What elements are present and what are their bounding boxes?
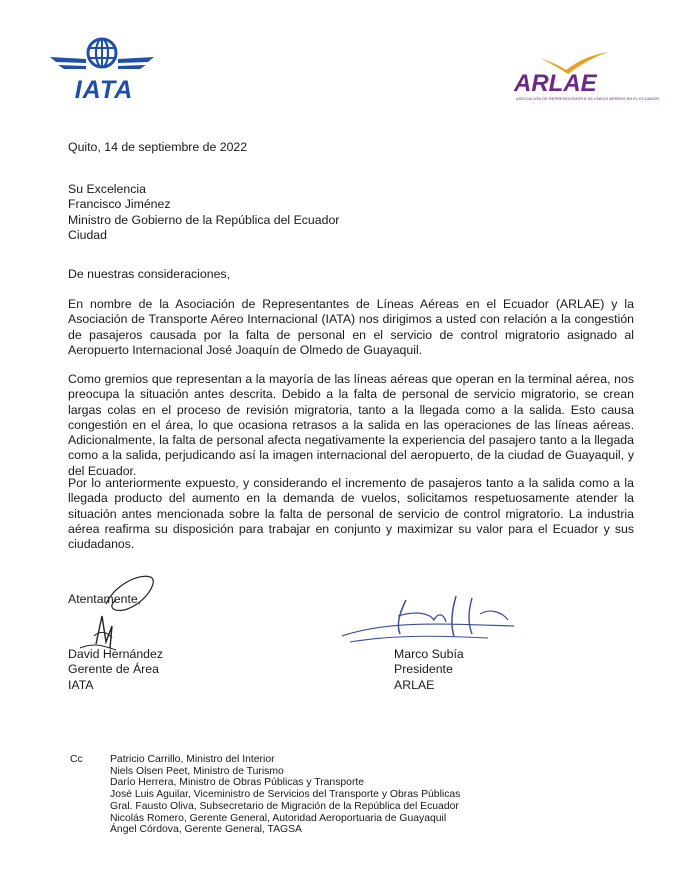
- signatory-iata: [68, 647, 163, 693]
- recipient-title: Ministro de Gobierno de la República del Ecuador: [68, 212, 340, 227]
- signatory-org: ARLAE: [394, 677, 435, 692]
- globe-wings-icon: [48, 36, 156, 78]
- cc-list: [110, 754, 460, 836]
- recipient-honorific: Su Excelencia: [68, 182, 146, 196]
- signature-subia: [338, 590, 528, 650]
- cc-entry: Patricio Carrillo, Ministro del Interior: [110, 754, 275, 765]
- signatory-name: Marco Subía: [394, 647, 464, 661]
- cc-label: Cc: [70, 754, 83, 765]
- signature-hernandez: [72, 566, 162, 656]
- salutation: De nuestras consideraciones,: [68, 267, 230, 281]
- body-paragraph-1: En nombre de la Asociación de Representantes de Líneas Aéreas en el Ecuador (ARLAE) y la Asociación de Transporte Aéreo Internacional (IATA) nos dirigimos a usted con relación a la congestión de pasajeros causada por la falta de personal en el servicio de control migratorio asignado al Aeropuerto Internacional José Joaquín de Olmedo de Guayaquil.: [68, 297, 634, 357]
- arlae-logo-subtitle: ASOCIACIÓN DE REPRESENTANTES DE LÍNEAS AÉREAS EN EL ECUADOR: [516, 96, 660, 101]
- cc-entry: José Luis Aguilar, Viceministro de Servicios del Transporte y Obras Públicas: [110, 789, 461, 801]
- body-paragraph-2: Como gremios que representan a la mayoría de las líneas aéreas que operan en la terminal aérea, nos preocupa la situación antes descrita. Debido a la falta de personal de servicio migratorio, se crean largas colas en el proceso de revisión migratoria, tanto a la llegada como a la salida. Esto causa congestión en el área, lo que ocasiona retrasos a la salida en las operaciones de las líneas aéreas. Adicionalmente, la falta de personal afecta negativamente la experiencia del pasajero tanto a la llegada como a la salida, perjudicando así la imagen internacional del aeropuerto, de la ciudad de Guayaquil, y del Ecuador.: [68, 372, 634, 478]
- iata-logo: [48, 36, 156, 106]
- iata-logo-text: IATA: [74, 76, 134, 104]
- arlae-logo-text: ARLAE: [514, 70, 597, 97]
- cc-entry: Nicolás Romero, Gerente General, Autoridad Aeroportuaria de Guayaquil: [110, 812, 447, 824]
- body-paragraph-3: Por lo anteriormente expuesto, y considerando el incremento de pasajeros tanto a la salida como a la llegada producto del aumento en la demanda de vuelos, solicitamos respetuosamente atender la situación antes mencionada sobre la falta de personal de servicio de control migratorio. La industria aérea reafirma su disposición para trabajar en conjunto y maximizar su valor para el Ecuador y sus ciudadanos.: [68, 476, 634, 552]
- recipient-block: [68, 182, 339, 243]
- signatory-org: IATA: [68, 677, 94, 692]
- cc-entry: Niels Olsen Peet, Ministro de Turismo: [110, 765, 284, 777]
- recipient-city: Ciudad: [68, 227, 107, 242]
- closing: Atentamente,: [68, 592, 142, 606]
- recipient-name: Francisco Jiménez: [68, 197, 171, 212]
- signatory-title: Presidente: [394, 662, 453, 677]
- cc-entry: Darío Herrera, Ministro de Obras Públicas y Transporte: [110, 777, 365, 789]
- cc-entry: Ángel Córdova, Gerente General, TAGSA: [110, 824, 302, 836]
- signatory-arlae: [394, 647, 464, 693]
- signatory-title: Gerente de Área: [68, 662, 159, 677]
- letter-date: Quito, 14 de septiembre de 2022: [68, 140, 248, 154]
- signatory-name: David Hernández: [68, 647, 164, 661]
- arlae-logo: [512, 50, 660, 106]
- cc-entry: Gral. Fausto Oliva, Subsecretario de Migración de la República del Ecuador: [110, 800, 459, 812]
